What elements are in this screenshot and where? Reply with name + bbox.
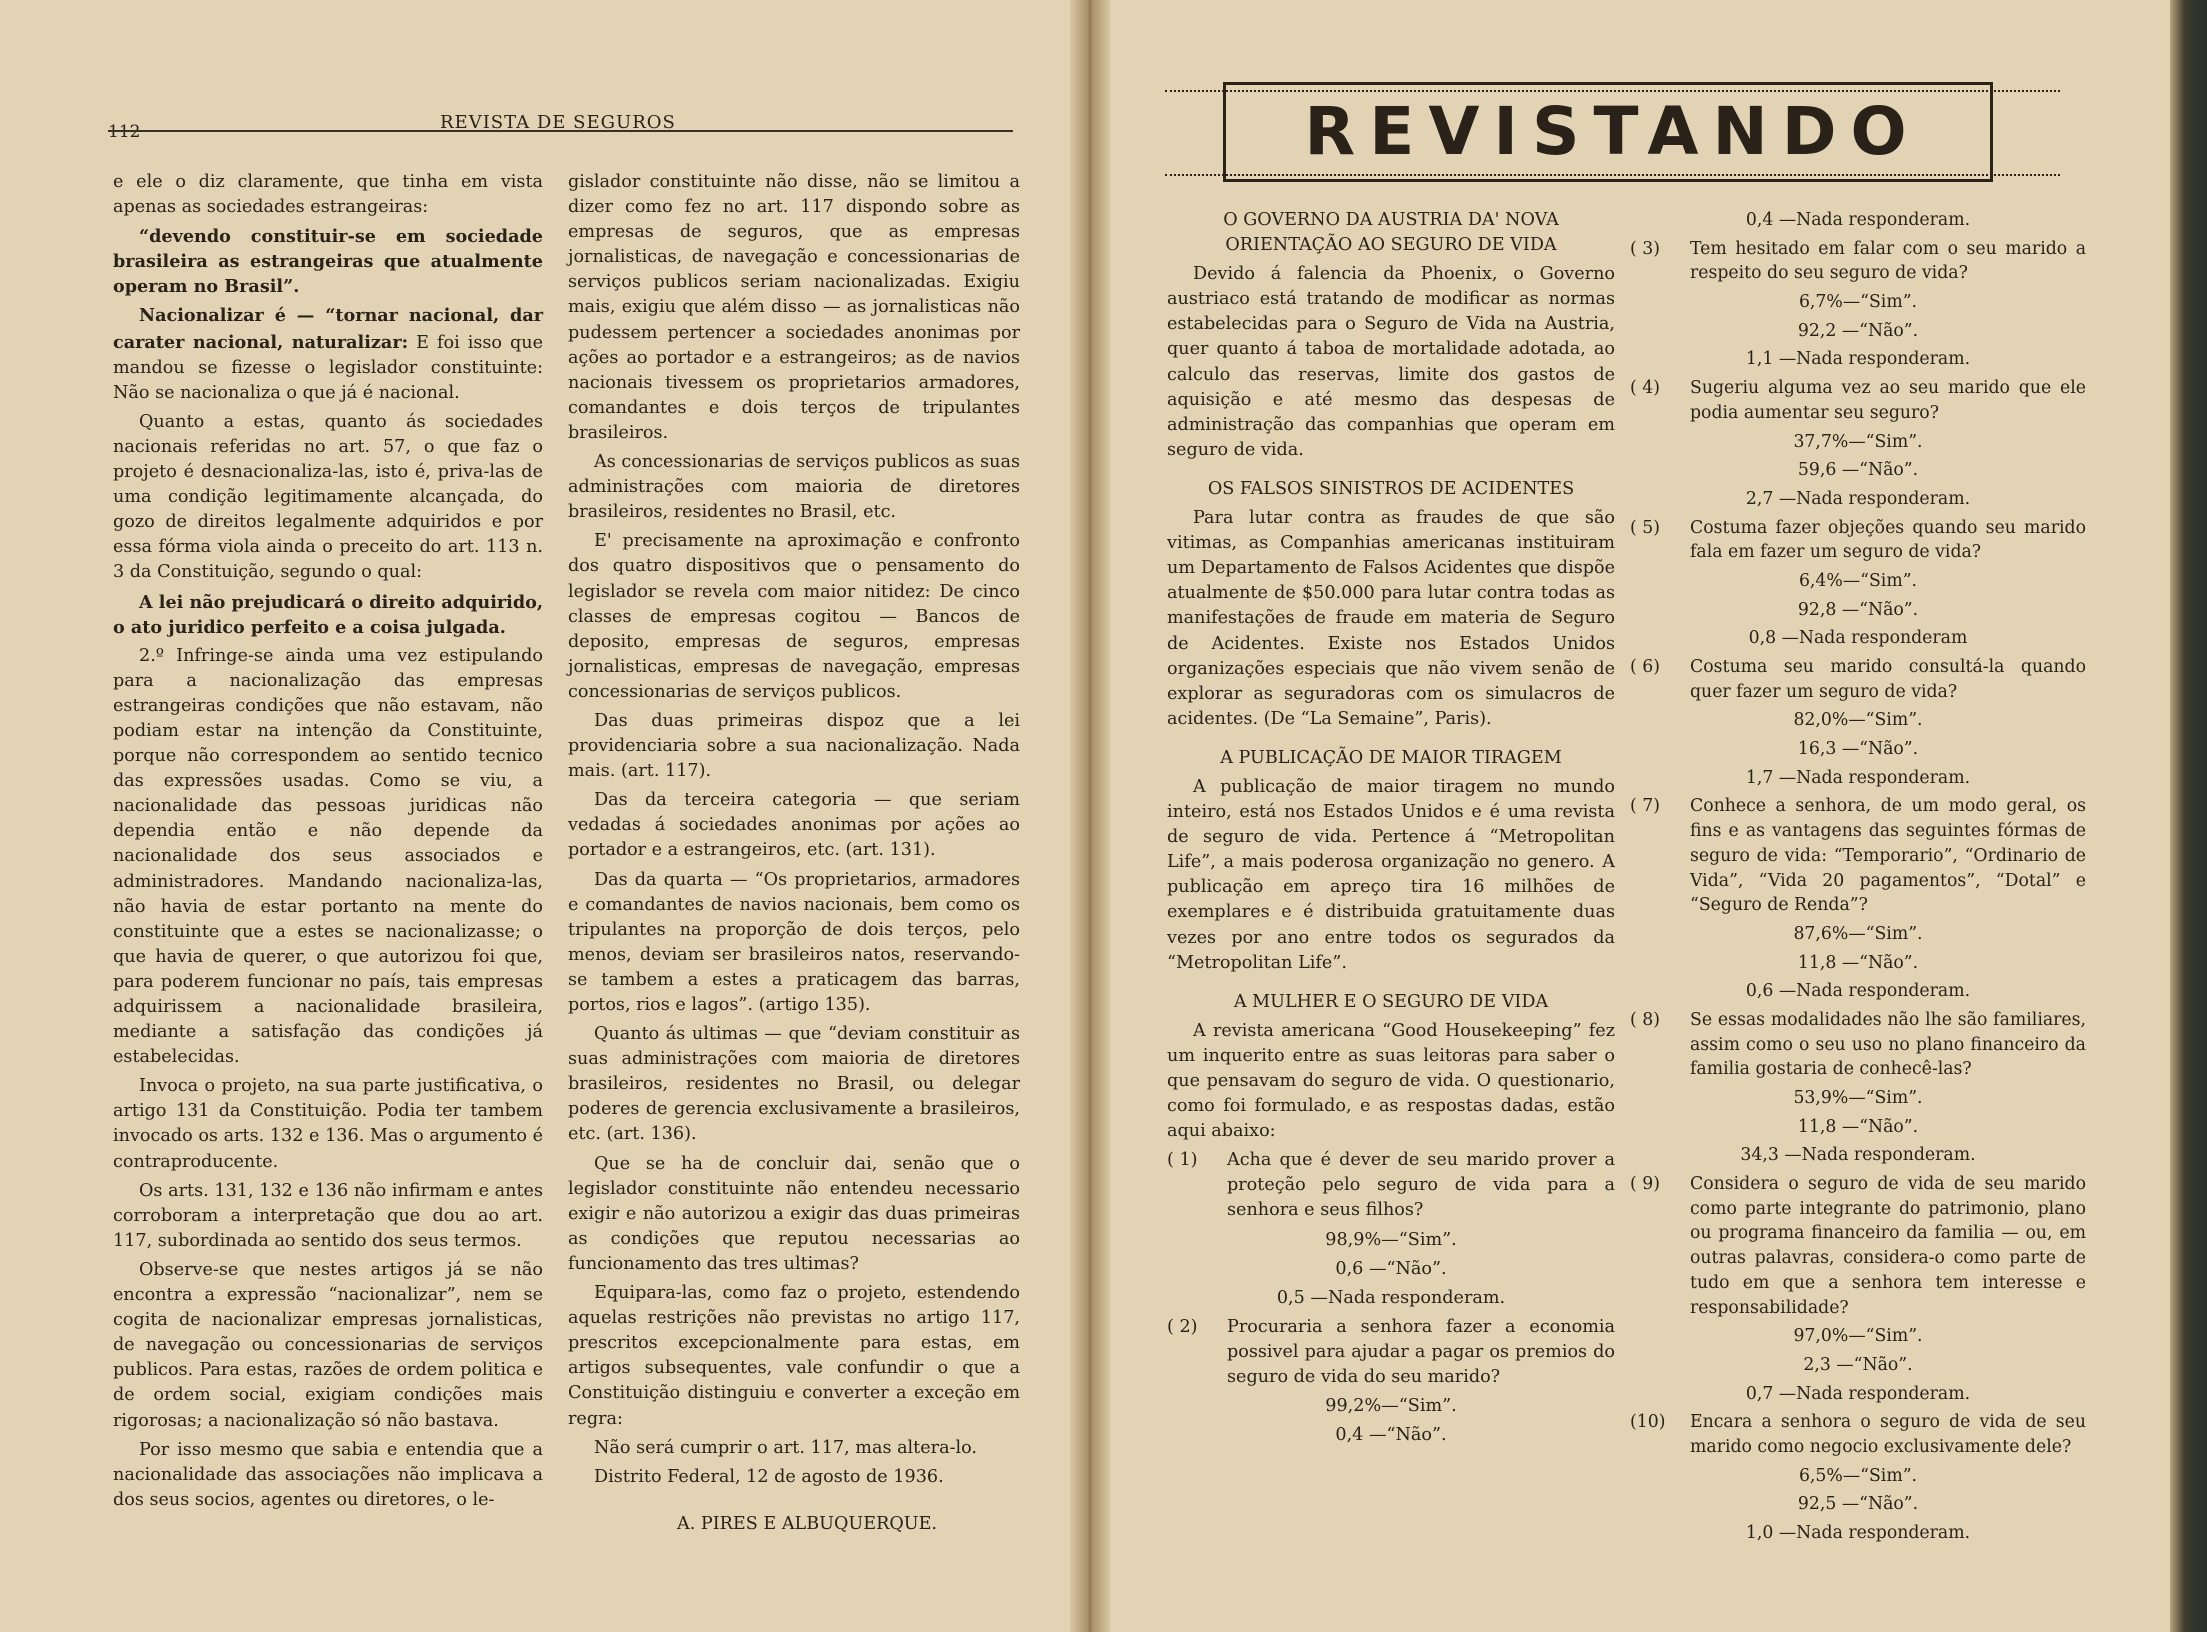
paragraph: Observe-se que nestes artigos já se não encontra a expressão “nacionalizar”, nem se cogita de nacionalizar empresas jornalisticas, de navegação ou concessionarias de serviços publicos. Para estas, razões de ordem politica e de ordem social, exigiam condições mais rigorosas; a nacionalização só não bastava. bbox=[113, 1259, 543, 1431]
question-number: ( 6) bbox=[1630, 657, 1660, 677]
question-number: ( 3) bbox=[1630, 238, 1660, 259]
paragraph: Por isso mesmo que sabia e entendia que a nacionalidade das associações não implicava a dos seus socios, agentes ou diretores, o le- bbox=[113, 1439, 543, 1510]
answer: 1,1 —Nada responderam. bbox=[1745, 349, 1971, 370]
signature: A. PIRES E ALBUQUERQUE. bbox=[676, 1513, 938, 1534]
paragraph: As concessionarias de serviços publicos as suas administrações com maioria de diretores brasileiros, residentes no Brasil, etc. bbox=[568, 452, 1020, 523]
question-number: ( 5) bbox=[1630, 517, 1660, 538]
question-text: Acha que é dever de seu marido prover a proteção pelo seguro de vida para a senhora e seus filhos? bbox=[1227, 1150, 1615, 1221]
quote-paragraph: “devendo constituir-se em sociedade brasileira as estrangeiras que atualmente operam no Brasil”. bbox=[113, 226, 543, 298]
question bbox=[1630, 1410, 2086, 1459]
answer: 0,5 —Nada responderam. bbox=[1276, 1287, 1506, 1308]
paragraph: gislador constituinte não disse, não se limitou a dizer como fez no art. 117 dispondo sobre as empresas de seguros, que as empresas jornalisticas, de navegação e concessionarias de serviços publicos seriam nacionalizadas. Exigiu mais, exigiu que além disso — as jornalisticas não pudessem pertencer a sociedades anonimas por ações ao portador e a estrangeiros; as de navios nacionais tivessem os proprietarios armadores, comandantes e dois terços de tripulantes brasileiros. bbox=[568, 172, 1020, 443]
paragraph: Para lutar contra as fraudes de que são vitimas, as Companhias americanas instituiram um Departamento de Falsos Acidentes que dispõe atualmente de $50.000 para lutar contra todas as manifestações de fraude em materia de Seguro de Acidentes. Existe nos Estados Unidos organizações especiais que não vivem senão de explorar as seguradoras com os simulacros de acidentes. (De “La Semaine”, Paris). bbox=[1167, 508, 1615, 729]
answer: 92,5 —“Não”. bbox=[1797, 1494, 1919, 1515]
paragraph: E' precisamente na aproximação e confronto dos quatro dispositivos que o pensamento do legislador se revela com maior nitidez: De cinco classes de empresas cogitou — Bancos de deposito, empresas de seguros, empresas jornalisticas, empresas de navegação, empresas concessionarias de serviços publicos. bbox=[568, 531, 1020, 702]
definition-cont: E foi isso que mandou se fizesse o legislador constituinte: Não se nacionaliza o que já é nacional. bbox=[113, 332, 544, 403]
banner-title: REVISTANDO bbox=[1304, 93, 1921, 170]
page-number: 112 bbox=[108, 122, 141, 142]
left-column-2 bbox=[568, 170, 1020, 1541]
paragraph: Das da terceira categoria — que seriam vedadas á sociedades anonimas por ações ao portador e a estrangeiros, etc. (art. 131). bbox=[568, 790, 1020, 861]
question-text: Considera o seguro de vida de seu marido como parte integrante do patrimonio, plano ou programa financeiro da familia — ou, em outras palavras, considera-o como parte de tudo em que a senhora tem interesse e responsabilidade? bbox=[1690, 1174, 2086, 1318]
section-heading: O GOVERNO DA AUSTRIA DA' NOVA ORIENTAÇÃO AO SEGURO DE VIDA bbox=[1223, 210, 1559, 256]
book-edge bbox=[2170, 0, 2207, 1632]
quote-paragraph: A lei não prejudicará o direito adquirido, o ato juridico perfeito e a coisa julgada. bbox=[113, 591, 543, 638]
answer: 98,9%—“Sim”. bbox=[1325, 1229, 1457, 1250]
question-text: Procuraria a senhora fazer a economia possivel para ajudar a pagar os premios do seguro de vida do seu marido? bbox=[1227, 1316, 1615, 1388]
paragraph: e ele o diz claramente, que tinha em vista apenas as sociedades estrangeiras: bbox=[113, 172, 543, 218]
book-gutter bbox=[1070, 0, 1110, 1632]
answer: 6,7%—“Sim”. bbox=[1798, 292, 1918, 313]
paragraph: A revista americana “Good Housekeeping” fez um inquerito entre as suas leitoras para saber o que pensavam do seguro de vida. O questionario, como foi formulado, e as respostas dadas, estão aqui abaixo: bbox=[1167, 1020, 1615, 1142]
question-number: ( 7) bbox=[1630, 796, 1660, 817]
answer: 0,6 —“Não”. bbox=[1335, 1258, 1447, 1279]
answer: 11,8 —“Não”. bbox=[1797, 952, 1919, 973]
question bbox=[1630, 376, 2086, 425]
answer: 2,7 —Nada responderam. bbox=[1745, 488, 1971, 509]
paragraph: Quanto a estas, quanto ás sociedades nacionais referidas no art. 57, o que faz o projeto é desnacionaliza-las, isto é, priva-las de uma condição legitimamente alcançada, do gozo de direitos legalmente adquiridos e por essa fórma viola ainda o preceito do art. 113 n. 3 da Constituição, segundo o qual: bbox=[113, 411, 543, 583]
answer: 82,0%—“Sim”. bbox=[1793, 710, 1923, 731]
paragraph: Invoca o projeto, na sua parte justificativa, o artigo 131 da Constituição. Podia ter tambem invocado os arts. 132 e 136. Mas o argumento é contraproducente. bbox=[113, 1076, 543, 1172]
answer: 59,6 —“Não”. bbox=[1797, 460, 1919, 481]
question-text: Tem hesitado em falar com o seu marido a respeito do seu seguro de vida? bbox=[1690, 238, 2086, 284]
question-text: Costuma fazer objeções quando seu marido fala em fazer um seguro de vida? bbox=[1690, 517, 2086, 563]
running-head: REVISTA DE SEGUROS bbox=[440, 112, 676, 133]
question bbox=[1630, 1008, 2086, 1082]
paragraph: Que se ha de concluir dai, senão que o legislador constituinte não entendeu necessario exigir e não autorizou a exigir das duas primeiras as condições que reputou necessarias ao funcionamento das tres ultimas? bbox=[568, 1153, 1020, 1274]
answer: 92,8 —“Não”. bbox=[1797, 599, 1919, 620]
answer: 53,9%—“Sim”. bbox=[1793, 1088, 1923, 1108]
question-number: ( 2) bbox=[1167, 1316, 1198, 1337]
right-column-1 bbox=[1167, 208, 1615, 1452]
answer: 16,3 —“Não”. bbox=[1797, 739, 1919, 760]
question bbox=[1630, 794, 2086, 917]
answer: 2,3 —“Não”. bbox=[1803, 1354, 1913, 1375]
answer: 92,2 —“Não”. bbox=[1797, 320, 1919, 341]
section-banner bbox=[1165, 82, 2060, 182]
question-text: Se essas modalidades não lhe são familiares, assim como o seu uso no plano financeiro da familia gostaria de conhecê-las? bbox=[1690, 1009, 2086, 1080]
question bbox=[1167, 1148, 1615, 1223]
answer: 34,3 —Nada responderam. bbox=[1740, 1145, 1976, 1166]
answer: 0,7 —Nada responderam. bbox=[1745, 1383, 1971, 1404]
answer: 11,8 —“Não”. bbox=[1797, 1116, 1919, 1137]
question-list bbox=[1630, 237, 2086, 1546]
answer: 87,6%—“Sim”. bbox=[1793, 923, 1923, 944]
left-page bbox=[0, 0, 1070, 1632]
answer: 0,6 —Nada responderam. bbox=[1745, 981, 1971, 1002]
question-number: ( 8) bbox=[1630, 1009, 1660, 1030]
question-text: Sugeriu alguma vez ao seu marido que ele podia aumentar seu seguro? bbox=[1690, 378, 2086, 423]
header-rule bbox=[108, 130, 1013, 132]
definition: Nacionalizar é — “tornar nacional, dar carater nacional, naturalizar: bbox=[113, 305, 543, 353]
answer: 1,7 —Nada responderam. bbox=[1745, 767, 1971, 788]
answer: 6,4%—“Sim”. bbox=[1798, 570, 1918, 591]
left-column-1 bbox=[113, 170, 543, 1517]
question-number: ( 1) bbox=[1167, 1150, 1198, 1171]
right-column-2 bbox=[1630, 208, 2086, 1550]
question-number: ( 9) bbox=[1630, 1174, 1660, 1195]
paragraph: Os arts. 131, 132 e 136 não infirmam e antes corroboram a interpretação que dou ao art. 117, subordinada ao sentido dos seus termos. bbox=[113, 1180, 543, 1251]
question-number: (10) bbox=[1630, 1412, 1666, 1433]
section-heading: A PUBLICAÇÃO DE MAIOR TIRAGEM bbox=[1220, 747, 1562, 768]
answer: 0,4 —Nada responderam. bbox=[1745, 210, 1971, 230]
paragraph: Equipara-las, como faz o projeto, estendendo aquelas restrições não previstas no artigo 117, prescritos excepcionalmente para estas, em artigos subsequentes, vale confundir o que a Constituição distinguiu e converter a exceção em regra: bbox=[568, 1283, 1020, 1429]
question bbox=[1630, 516, 2086, 565]
question-text: Conhece a senhora, de um modo geral, os fins e as vantagens das seguintes fórmas de seguro de vida: “Temporario”, “Ordinario de Vida”, “Vida 20 pagamentos”, “Dotal” e “Seguro de Renda”? bbox=[1690, 796, 2086, 916]
question bbox=[1630, 237, 2086, 286]
paragraph bbox=[113, 303, 543, 405]
answer: 0,4 —“Não”. bbox=[1335, 1425, 1447, 1446]
dateline: Distrito Federal, 12 de agosto de 1936. bbox=[594, 1466, 944, 1487]
paragraph: Não será cumprir o art. 117, mas altera-lo. bbox=[594, 1437, 978, 1458]
right-page bbox=[1110, 0, 2170, 1632]
section-heading: OS FALSOS SINISTROS DE ACIDENTES bbox=[1207, 478, 1575, 499]
answer: 99,2%—“Sim”. bbox=[1325, 1396, 1457, 1417]
answer: 1,0 —Nada responderam. bbox=[1745, 1523, 1971, 1543]
question-number: ( 4) bbox=[1630, 378, 1660, 399]
paragraph: 2.º Infringe-se ainda uma vez estipulando para a nacionalização das empresas estrangeiras condições que não estavam, não podiam estar na intenção da Constituinte, porque não correspondem ao sentido tecnico das expressões usadas. Como se viu, a nacionalidade das pessoas juridicas não dependia então e não depende da nacionalidade dos seus associados e administradores. Mandando nacionaliza-las, não havia de estar portanto na mente do constituinte que a estes se nacionalizasse; o que havia de querer, o que autorizou foi que, para poderem funcionar no país, tais empresas adquirissem a nacionalidade brasileira, mediante a satisfação das condições já estabelecidas. bbox=[113, 645, 543, 1068]
question-text: Costuma seu marido consultá-la quando quer fazer um seguro de vida? bbox=[1690, 657, 2086, 702]
question-text: Encara a senhora o seguro de vida de seu marido como negocio exclusivamente dele? bbox=[1690, 1412, 2086, 1457]
answer: 37,7%—“Sim”. bbox=[1793, 431, 1923, 452]
answer: 6,5%—“Sim”. bbox=[1798, 1465, 1918, 1486]
question bbox=[1630, 1172, 2086, 1320]
paragraph: A publicação de maior tiragem no mundo inteiro, está nos Estados Unidos e é uma revista de seguro de vida. Pertence á “Metropolitan Life”, a mais poderosa organização no genero. A publicação em apreço tira 16 milhões de exemplares e é distribuida gratuitamente duas vezes por ano entre todos os segurados da “Metropolitan Life”. bbox=[1167, 776, 1615, 973]
paragraph: Devido á falencia da Phoenix, o Governo austriaco está tratando de modificar as normas estabelecidas para o Seguro de Vida na Austria, quer quanto á taboa de mortalidade adotada, ao calculo das reservas, limite dos gastos de aquisição e até mesmo das despesas de administração das companhias que operam em seguro de vida. bbox=[1167, 264, 1615, 460]
section-heading: A MULHER E O SEGURO DE VIDA bbox=[1233, 991, 1549, 1012]
paragraph: Quanto ás ultimas — que “deviam constituir as suas administrações com maioria de diretores brasileiros, residentes no Brasil, ou delegar poderes de gerencia exclusivamente a brasileiros, etc. (art. 136). bbox=[568, 1024, 1020, 1145]
answer: 0,8 —Nada responderam bbox=[1748, 628, 1968, 649]
question bbox=[1167, 1315, 1615, 1390]
question bbox=[1630, 655, 2086, 704]
answer: 97,0%—“Sim”. bbox=[1793, 1326, 1923, 1347]
paragraph: Das da quarta — “Os proprietarios, armadores e comandantes de navios nacionais, bem como os tripulantes na proporção de dois terços, pelo menos, deviam ser brasileiros natos, reservando-se tambem a estes a praticagem das barras, portos, rios e lagos”. (artigo 135). bbox=[568, 869, 1020, 1015]
paragraph: Das duas primeiras dispoz que a lei providenciaria sobre a sua nacionalização. Nada mais. (art. 117). bbox=[568, 710, 1020, 782]
